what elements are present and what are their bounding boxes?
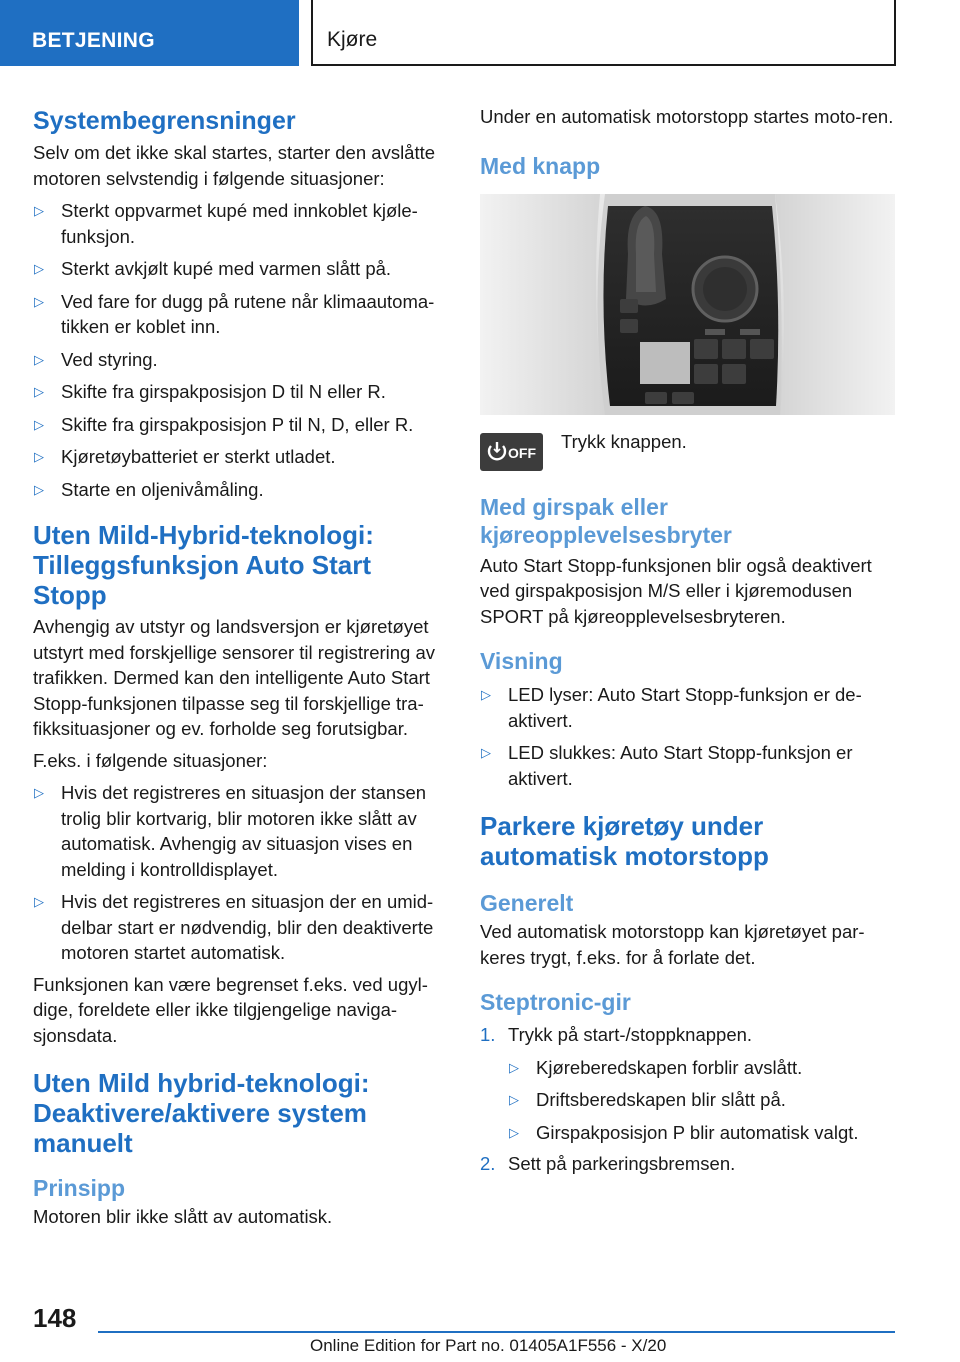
section-tab: BETJENING — [0, 0, 299, 66]
list-visning — [480, 682, 895, 791]
para-trykk: Trykk knappen. — [561, 430, 687, 452]
list-feks — [33, 780, 448, 966]
list-item: ▷ Skifte fra girspakposisjon P til N, D, eller R. — [33, 412, 448, 438]
heading-visning: Visning — [480, 648, 563, 674]
triangle-bullet-icon: ▷ — [34, 293, 44, 309]
step-text: Sett på parkeringsbremsen. — [508, 1153, 736, 1174]
list-item: ▷ LED lyser: Auto Start Stopp-funksjon er de-aktivert. — [481, 684, 862, 731]
triangle-bullet-icon: ▷ — [509, 1059, 519, 1075]
list-item: ▷ Kjøretøybatteriet er sterkt utladet. — [33, 444, 448, 470]
auto-start-stop-off-icon — [480, 433, 543, 471]
list-item: ▷ Girspakposisjon P blir automatisk valgt. — [508, 1120, 895, 1146]
center-console-illustration — [480, 194, 895, 415]
para-begrenset: Funksjonen kan være begrenset f.eks. ved ugyl-dige, foreldete eller ikke tilgjengelige naviga-sjonsdata. — [33, 973, 428, 1046]
triangle-bullet-icon: ▷ — [34, 481, 44, 497]
heading-parkere: Parkere kjøretøy under automatisk motorstopp — [480, 811, 769, 871]
list-item: ▷ Sterkt oppvarmet kupé med innkoblet kjøle-funksjon. — [34, 200, 418, 247]
page-number: 148 — [33, 1303, 77, 1333]
page-header — [0, 0, 960, 66]
triangle-bullet-icon: ▷ — [34, 894, 44, 909]
center-console-photo — [480, 194, 895, 415]
footer-edition: Online Edition for Part no. 01405A1F556 - X/20 — [310, 1336, 667, 1355]
heading-med-knapp: Med knapp — [480, 152, 601, 179]
list-item: ▷ Hvis det registreres en situasjon der stansen trolig blir kortvarig, blir motoren ikke slått av automatisk. Avhengig av situasjon vises en melding i kontrolldisplayet. — [34, 782, 427, 880]
substeps-list — [508, 1055, 895, 1146]
triangle-bullet-icon: ▷ — [34, 351, 44, 367]
para-generelt: Ved automatisk motorstopp kan kjøretøyet par-keres trygt, f.eks. for å forlate det. — [480, 921, 865, 968]
para-system: Selv om det ikke skal startes, starter den avslåtte motoren selvstendig i følgende situasjoner: — [33, 142, 436, 189]
step-number: 2. — [480, 1153, 496, 1174]
triangle-bullet-icon: ▷ — [34, 416, 44, 432]
list-item: ▷ Driftsberedskapen blir slått på. — [508, 1087, 895, 1113]
triangle-bullet-icon: ▷ — [481, 745, 491, 760]
para-feks: F.eks. i følgende situasjoner: — [33, 749, 268, 771]
list-item: ▷ Skifte fra girspakposisjon D til N eller R. — [33, 379, 448, 405]
triangle-bullet-icon: ▷ — [509, 1124, 519, 1140]
heading-generelt: Generelt — [480, 890, 574, 916]
off-button-row — [480, 431, 895, 473]
para-under: Under en automatisk motorstopp startes moto-ren. — [480, 106, 894, 127]
list-item: ▷ Starte en oljenivåmåling. — [33, 477, 448, 503]
footer-divider — [98, 1331, 895, 1333]
left-column — [33, 100, 448, 1230]
step-number: 1. — [480, 1024, 496, 1045]
list-item: ▷ LED slukkes: Auto Start Stopp-funksjon er aktivert. — [481, 742, 853, 789]
steps-list — [480, 1022, 895, 1177]
triangle-bullet-icon: ▷ — [34, 203, 44, 218]
off-label: OFF — [508, 444, 536, 461]
list-system — [33, 198, 448, 502]
triangle-bullet-icon: ▷ — [34, 261, 44, 276]
heading-uten-mild-hybrid-1: Uten Mild-Hybrid-teknologi: Tilleggsfunksjon Auto Start Stopp — [33, 520, 374, 610]
para-uten1: Avhengig av utstyr og landsversjon er kjøretøyet utstyrt med forskjellige sensorer til registrering av trafikken. Dermed kan den intelligente Auto Start Stopp-funksjonen tilpasse seg til forskjellige tra-fikksituasjoner og ev. forholde seg forutsigbar. — [33, 616, 436, 739]
heading-systembegrensninger: Systembegrensninger — [33, 107, 296, 135]
step-text: Trykk på start-/stoppknappen. — [508, 1024, 753, 1045]
list-item: ▷ Hvis det registreres en situasjon der en umid-delbar start er nødvendig, blir den deaktiverte motoren startet automatisk. — [34, 891, 434, 963]
heading-steptronic: Steptronic-gir — [480, 989, 631, 1015]
heading-prinsipp: Prinsipp — [33, 1175, 126, 1201]
off-symbol — [480, 433, 543, 471]
triangle-bullet-icon: ▷ — [481, 687, 491, 702]
triangle-bullet-icon: ▷ — [509, 1092, 519, 1107]
list-item: ▷ Ved fare for dugg på rutene når klimaautoma-tikken er koblet inn. — [34, 290, 435, 337]
heading-uten-mild-hybrid-2: Uten Mild hybrid-teknologi: Deaktivere/aktivere system manuelt — [33, 1068, 370, 1158]
list-item: ▷ Ved styring. — [33, 347, 448, 373]
para-girspak: Auto Start Stopp-funksjonen blir også deaktivert ved girspakposisjon M/S eller i kjøremodusen SPORT på kjøreopplevelsesbryteren. — [480, 554, 872, 627]
list-item: ▷ Sterkt avkjølt kupé med varmen slått på. — [33, 256, 448, 282]
triangle-bullet-icon: ▷ — [34, 785, 44, 800]
step-item — [480, 1022, 895, 1145]
triangle-bullet-icon: ▷ — [34, 449, 44, 464]
heading-med-girspak: Med girspak eller kjøreopplevelsesbryter — [480, 493, 732, 548]
para-prinsipp: Motoren blir ikke slått av automatisk. — [33, 1206, 333, 1227]
right-column — [480, 100, 895, 1177]
triangle-bullet-icon: ▷ — [34, 384, 44, 399]
chapter-tab: Kjøre — [311, 0, 896, 66]
step-item — [480, 1151, 895, 1177]
list-item: ▷ Kjøreberedskapen forblir avslått. — [508, 1055, 895, 1081]
